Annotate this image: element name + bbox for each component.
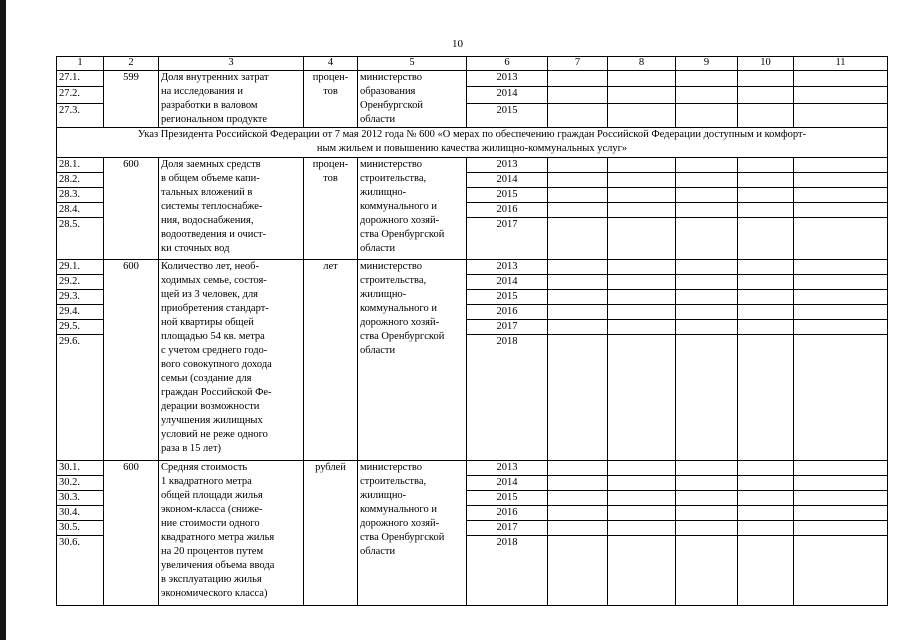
empty-value-cell xyxy=(608,320,676,335)
empty-value-cell xyxy=(676,521,738,536)
table-row xyxy=(57,260,888,275)
row-number-cell: 29.6. xyxy=(57,335,104,461)
empty-value-cell xyxy=(794,203,888,218)
code-cell: 600 xyxy=(104,158,159,260)
empty-value-cell xyxy=(676,158,738,173)
empty-value-cell xyxy=(548,87,608,103)
indicator-table xyxy=(56,56,888,606)
responsible-body-cell: министерство образования Оренбургской области xyxy=(358,71,467,128)
empty-value-cell xyxy=(548,305,608,320)
empty-value-cell xyxy=(608,290,676,305)
empty-value-cell xyxy=(548,103,608,127)
empty-value-cell xyxy=(794,320,888,335)
year-cell: 2016 xyxy=(467,203,548,218)
indicator-description-cell: Доля заемных средств в общем объеме капи- тальных вложений в системы теплоснабже- ния, водоснабжения, водоотведения и очист- ки сточных вод xyxy=(159,158,304,260)
empty-value-cell xyxy=(738,103,794,127)
empty-value-cell xyxy=(608,461,676,476)
empty-value-cell xyxy=(548,218,608,260)
year-cell: 2013 xyxy=(467,158,548,173)
empty-value-cell xyxy=(548,335,608,461)
empty-value-cell xyxy=(676,476,738,491)
empty-value-cell xyxy=(794,275,888,290)
empty-value-cell xyxy=(608,203,676,218)
responsible-body-cell: министерство строительства, жилищно- коммунального и дорожного хозяй- ства Оренбургской области xyxy=(358,260,467,461)
empty-value-cell xyxy=(794,521,888,536)
empty-value-cell xyxy=(794,461,888,476)
year-cell: 2015 xyxy=(467,103,548,127)
empty-value-cell xyxy=(676,87,738,103)
table-body xyxy=(57,57,888,606)
empty-value-cell xyxy=(548,506,608,521)
empty-value-cell xyxy=(794,260,888,275)
empty-value-cell xyxy=(548,536,608,606)
empty-value-cell xyxy=(676,305,738,320)
column-header: 4 xyxy=(304,57,358,71)
year-cell: 2018 xyxy=(467,536,548,606)
row-number-cell: 29.4. xyxy=(57,305,104,320)
indicator-description-cell: Количество лет, необ- ходимых семье, состоя- щей из 3 человек, для приобретения стандарт- ной квартиры общей площадью 54 кв. метра с учетом среднего годо- вого совокупного дохода семьи (создание для граждан Российской Фе- дерации возможности улучшения жилищных условий не реже одного раза в 15 лет) xyxy=(159,260,304,461)
page-edge-bar xyxy=(0,0,6,640)
indicator-description-cell: Средняя стоимость 1 квадратного метра общей площади жилья эконом-класса (сниже- ние стоимости одного квадратного метра жилья на 20 процентов путем увеличения объема ввода в эксплуатацию жилья экономического класса) xyxy=(159,461,304,606)
empty-value-cell xyxy=(676,320,738,335)
empty-value-cell xyxy=(738,506,794,521)
empty-value-cell xyxy=(676,71,738,87)
year-cell: 2013 xyxy=(467,260,548,275)
empty-value-cell xyxy=(738,218,794,260)
empty-value-cell xyxy=(548,320,608,335)
empty-value-cell xyxy=(548,521,608,536)
empty-value-cell xyxy=(548,71,608,87)
table-row xyxy=(57,461,888,476)
empty-value-cell xyxy=(548,275,608,290)
empty-value-cell xyxy=(608,87,676,103)
column-header: 1 xyxy=(57,57,104,71)
empty-value-cell xyxy=(608,188,676,203)
empty-value-cell xyxy=(608,275,676,290)
empty-value-cell xyxy=(794,87,888,103)
year-cell: 2017 xyxy=(467,521,548,536)
unit-cell: процен- тов xyxy=(304,71,358,128)
year-cell: 2014 xyxy=(467,87,548,103)
empty-value-cell xyxy=(738,275,794,290)
unit-cell: процен- тов xyxy=(304,158,358,260)
decree-row xyxy=(57,128,888,158)
empty-value-cell xyxy=(738,476,794,491)
empty-value-cell xyxy=(738,491,794,506)
empty-value-cell xyxy=(548,461,608,476)
empty-value-cell xyxy=(676,260,738,275)
unit-cell: лет xyxy=(304,260,358,461)
row-number-cell: 29.5. xyxy=(57,320,104,335)
row-number-cell: 28.1. xyxy=(57,158,104,173)
empty-value-cell xyxy=(794,188,888,203)
column-header: 7 xyxy=(548,57,608,71)
empty-value-cell xyxy=(676,290,738,305)
column-header: 3 xyxy=(159,57,304,71)
empty-value-cell xyxy=(548,491,608,506)
empty-value-cell xyxy=(608,158,676,173)
row-number-cell: 30.6. xyxy=(57,536,104,606)
column-header: 8 xyxy=(608,57,676,71)
responsible-body-cell: министерство строительства, жилищно- коммунального и дорожного хозяй- ства Оренбургской области xyxy=(358,158,467,260)
column-header: 6 xyxy=(467,57,548,71)
row-number-cell: 29.2. xyxy=(57,275,104,290)
empty-value-cell xyxy=(794,536,888,606)
empty-value-cell xyxy=(676,536,738,606)
empty-value-cell xyxy=(608,173,676,188)
empty-value-cell xyxy=(738,521,794,536)
empty-value-cell xyxy=(676,461,738,476)
empty-value-cell xyxy=(738,260,794,275)
empty-value-cell xyxy=(676,103,738,127)
code-cell: 600 xyxy=(104,260,159,461)
header-row xyxy=(57,57,888,71)
empty-value-cell xyxy=(676,203,738,218)
empty-value-cell xyxy=(608,506,676,521)
year-cell: 2017 xyxy=(467,218,548,260)
code-cell: 600 xyxy=(104,461,159,606)
year-cell: 2014 xyxy=(467,275,548,290)
empty-value-cell xyxy=(794,158,888,173)
empty-value-cell xyxy=(548,290,608,305)
table-row xyxy=(57,71,888,87)
empty-value-cell xyxy=(548,158,608,173)
row-number-cell: 28.4. xyxy=(57,203,104,218)
row-number-cell: 28.5. xyxy=(57,218,104,260)
code-cell: 599 xyxy=(104,71,159,128)
row-number-cell: 27.3. xyxy=(57,103,104,127)
year-cell: 2014 xyxy=(467,476,548,491)
empty-value-cell xyxy=(676,335,738,461)
empty-value-cell xyxy=(738,188,794,203)
empty-value-cell xyxy=(738,158,794,173)
empty-value-cell xyxy=(676,173,738,188)
empty-value-cell xyxy=(548,173,608,188)
empty-value-cell xyxy=(794,335,888,461)
column-header: 2 xyxy=(104,57,159,71)
empty-value-cell xyxy=(676,506,738,521)
empty-value-cell xyxy=(738,203,794,218)
row-number-cell: 30.1. xyxy=(57,461,104,476)
column-header: 9 xyxy=(676,57,738,71)
year-cell: 2014 xyxy=(467,173,548,188)
empty-value-cell xyxy=(608,536,676,606)
empty-value-cell xyxy=(548,476,608,491)
empty-value-cell xyxy=(608,305,676,320)
empty-value-cell xyxy=(738,290,794,305)
year-cell: 2013 xyxy=(467,461,548,476)
empty-value-cell xyxy=(676,188,738,203)
empty-value-cell xyxy=(794,173,888,188)
empty-value-cell xyxy=(738,335,794,461)
empty-value-cell xyxy=(548,203,608,218)
empty-value-cell xyxy=(794,476,888,491)
empty-value-cell xyxy=(794,491,888,506)
row-number-cell: 29.3. xyxy=(57,290,104,305)
row-number-cell: 27.2. xyxy=(57,87,104,103)
empty-value-cell xyxy=(676,275,738,290)
row-number-cell: 28.3. xyxy=(57,188,104,203)
empty-value-cell xyxy=(676,491,738,506)
year-cell: 2017 xyxy=(467,320,548,335)
row-number-cell: 30.2. xyxy=(57,476,104,491)
empty-value-cell xyxy=(608,476,676,491)
empty-value-cell xyxy=(794,71,888,87)
unit-cell: рублей xyxy=(304,461,358,606)
row-number-cell: 28.2. xyxy=(57,173,104,188)
table-row xyxy=(57,158,888,173)
empty-value-cell xyxy=(794,305,888,320)
empty-value-cell xyxy=(608,218,676,260)
empty-value-cell xyxy=(608,335,676,461)
empty-value-cell xyxy=(738,305,794,320)
empty-value-cell xyxy=(548,260,608,275)
page-number: 10 xyxy=(452,38,463,50)
row-number-cell: 27.1. xyxy=(57,71,104,87)
empty-value-cell xyxy=(608,260,676,275)
year-cell: 2016 xyxy=(467,305,548,320)
empty-value-cell xyxy=(608,71,676,87)
year-cell: 2015 xyxy=(467,491,548,506)
empty-value-cell xyxy=(676,218,738,260)
empty-value-cell xyxy=(794,218,888,260)
year-cell: 2018 xyxy=(467,335,548,461)
empty-value-cell xyxy=(738,461,794,476)
indicator-description-cell: Доля внутренних затрат на исследования и разработки в валовом региональном продукте xyxy=(159,71,304,128)
column-header: 11 xyxy=(794,57,888,71)
column-header: 5 xyxy=(358,57,467,71)
empty-value-cell xyxy=(738,87,794,103)
row-number-cell: 30.3. xyxy=(57,491,104,506)
responsible-body-cell: министерство строительства, жилищно- коммунального и дорожного хозяй- ства Оренбургской области xyxy=(358,461,467,606)
empty-value-cell xyxy=(794,290,888,305)
row-number-cell: 29.1. xyxy=(57,260,104,275)
empty-value-cell xyxy=(608,491,676,506)
row-number-cell: 30.4. xyxy=(57,506,104,521)
year-cell: 2015 xyxy=(467,188,548,203)
empty-value-cell xyxy=(794,506,888,521)
empty-value-cell xyxy=(738,536,794,606)
empty-value-cell xyxy=(794,103,888,127)
empty-value-cell xyxy=(608,521,676,536)
empty-value-cell xyxy=(738,320,794,335)
year-cell: 2013 xyxy=(467,71,548,87)
year-cell: 2016 xyxy=(467,506,548,521)
empty-value-cell xyxy=(738,71,794,87)
row-number-cell: 30.5. xyxy=(57,521,104,536)
year-cell: 2015 xyxy=(467,290,548,305)
empty-value-cell xyxy=(548,188,608,203)
column-header: 10 xyxy=(738,57,794,71)
empty-value-cell xyxy=(738,173,794,188)
empty-value-cell xyxy=(608,103,676,127)
decree-text-cell: Указ Президента Российской Федерации от 7 мая 2012 года № 600 «О мерах по обеспечению граждан Российской Федерации доступным и комфорт- ным жильем и повышению качества жилищно-коммунальных услуг» xyxy=(57,128,888,158)
